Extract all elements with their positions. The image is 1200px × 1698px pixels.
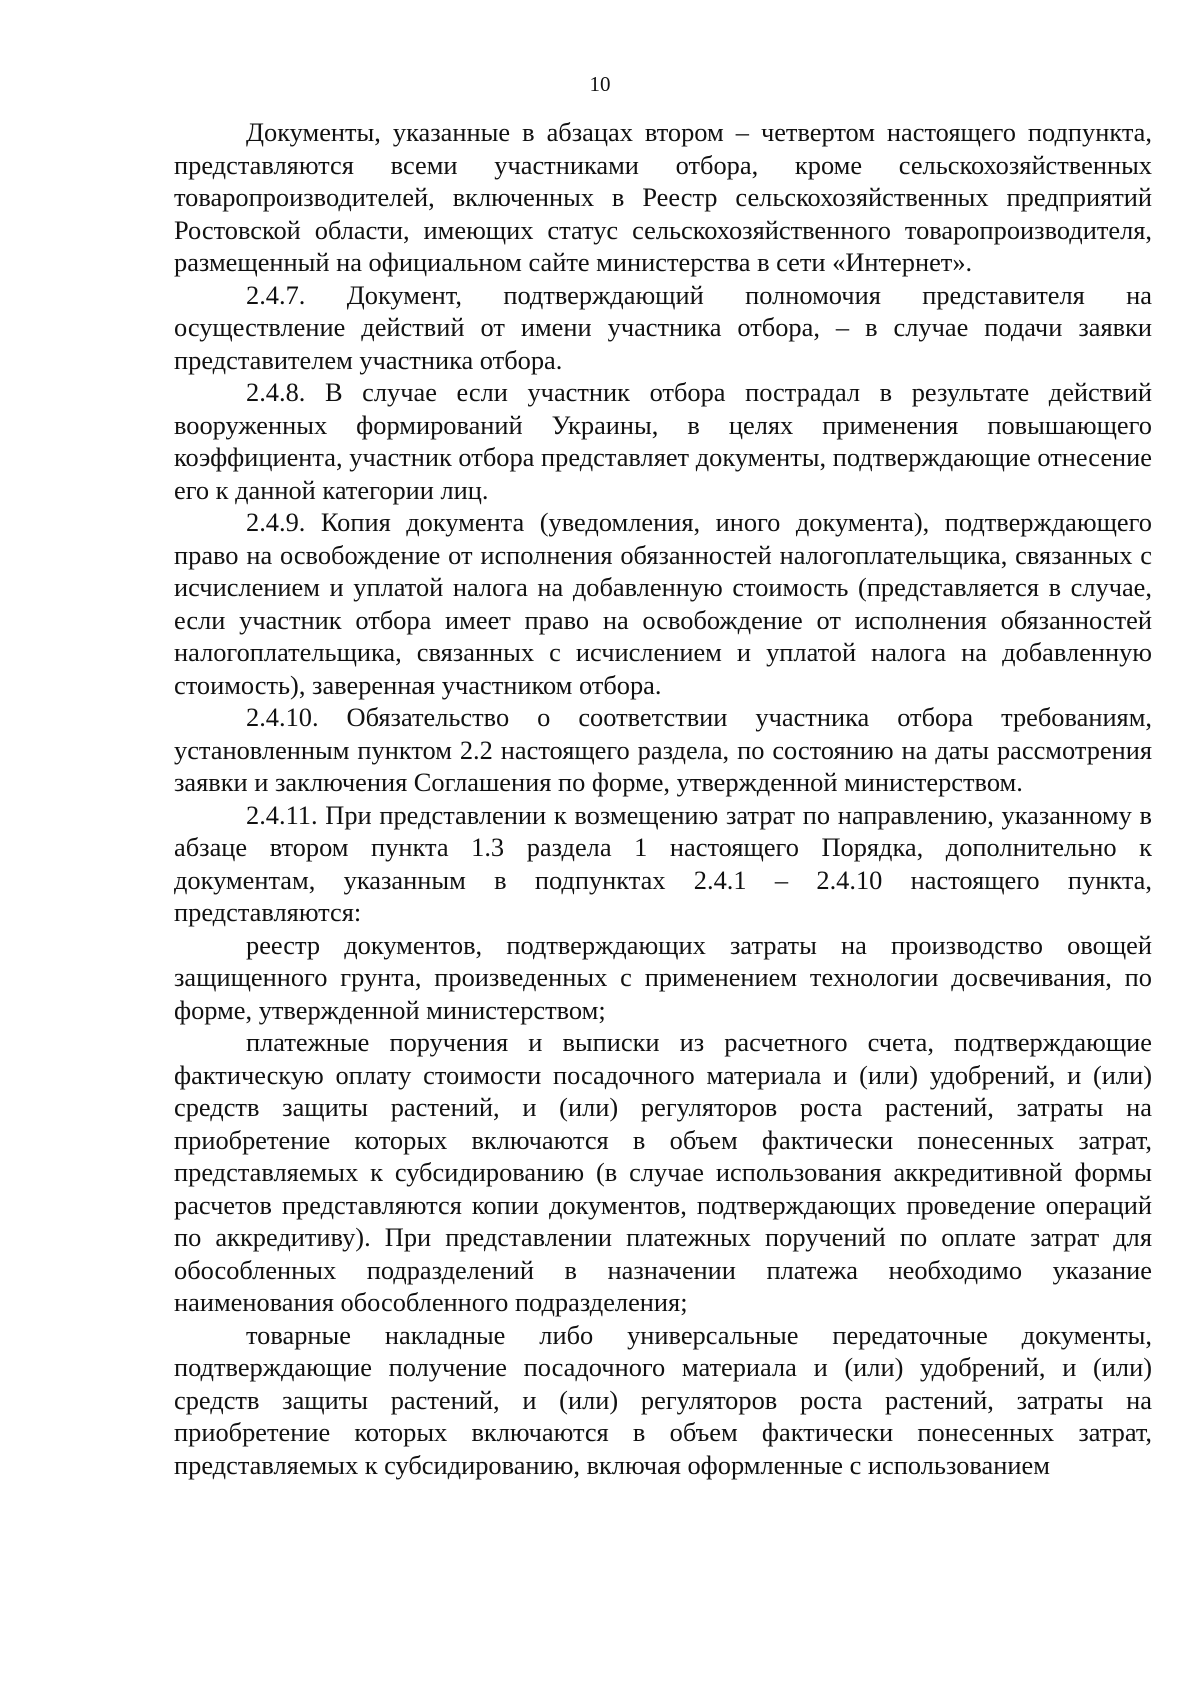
paragraph-documents-note: Документы, указанные в абзацах втором – четвертом настоящего подпункта, представляются всеми участниками отбора, кроме сельскохозяйственных товаропроизводителей, включенных в Реестр сельскохозяйственных предприятий Ростовской области, имеющих статус сельскохозяйственного товаропроизводителя, размещенный на официальном сайте министерства в сети «Интернет». xyxy=(174,117,1152,277)
paragraph-registry-documents: реестр документов, подтверждающих затраты на производство овощей защищенного грунта, произведенных с применением технологии досвечивания, по форме, утвержденной министерством; xyxy=(174,929,1152,1025)
paragraph-payment-orders: платежные поручения и выписки из расчетного счета, подтверждающие фактическую оплату стоимости посадочного материала и (или) удобрений, и (или) средств защиты растений, и (или) регуляторов роста растений, затраты на приобретение которых включаются в объем фактически понесенных затрат, представляемых к субсидированию (в случае использования аккредитивной формы расчетов представляются копии документов, подтверждающих проведение операций по аккредитиву). При представлении платежных поручений по оплате затрат для обособленных подразделений в назначении платежа необходимо указание наименования обособленного подразделения; xyxy=(174,1027,1152,1317)
document-body xyxy=(174,116,1152,1481)
paragraph-waybills: товарные накладные либо универсальные передаточные документы, подтверждающие получение посадочного материала и (или) удобрений, и (или) средств защиты растений, и (или) регуляторов роста растений, затраты на приобретение которых включаются в объем фактически понесенных затрат, представляемых к субсидированию, включая оформленные с использованием xyxy=(174,1319,1152,1480)
paragraph-2-4-7: 2.4.7. Документ, подтверждающий полномочия представителя на осуществление действий от имени участника отбора, – в случае подачи заявки представителем участника отбора. xyxy=(174,279,1152,375)
paragraph-2-4-8: 2.4.8. В случае если участник отбора пострадал в результате действий вооруженных формирований Украины, в целях применения повышающего коэффициента, участник отбора представляет документы, подтверждающие отнесение его к данной категории лиц. xyxy=(174,377,1152,505)
paragraph-2-4-10: 2.4.10. Обязательство о соответствии участника отбора требованиям, установленным пунктом 2.2 настоящего раздела, по состоянию на даты рассмотрения заявки и заключения Соглашения по форме, утвержденной министерством. xyxy=(174,702,1152,797)
paragraph-2-4-9: 2.4.9. Копия документа (уведомления, иного документа), подтверждающего право на освобождение от исполнения обязанностей налогоплательщика, связанных с исчислением и уплатой налога на добавленную стоимость (представляется в случае, если участник отбора имеет право на освобождение от исполнения обязанностей налогоплательщика, связанных с исчислением и уплатой налога на добавленную стоимость), заверенная участником отбора. xyxy=(174,507,1152,700)
page-number: 10 xyxy=(589,72,611,96)
paragraph-2-4-11: 2.4.11. При представлении к возмещению затрат по направлению, указанному в абзаце втором пункта 1.3 раздела 1 настоящего Порядка, дополнительно к документам, указанным в подпунктах 2.4.1 – 2.4.10 настоящего пункта, представляются: xyxy=(174,799,1152,927)
